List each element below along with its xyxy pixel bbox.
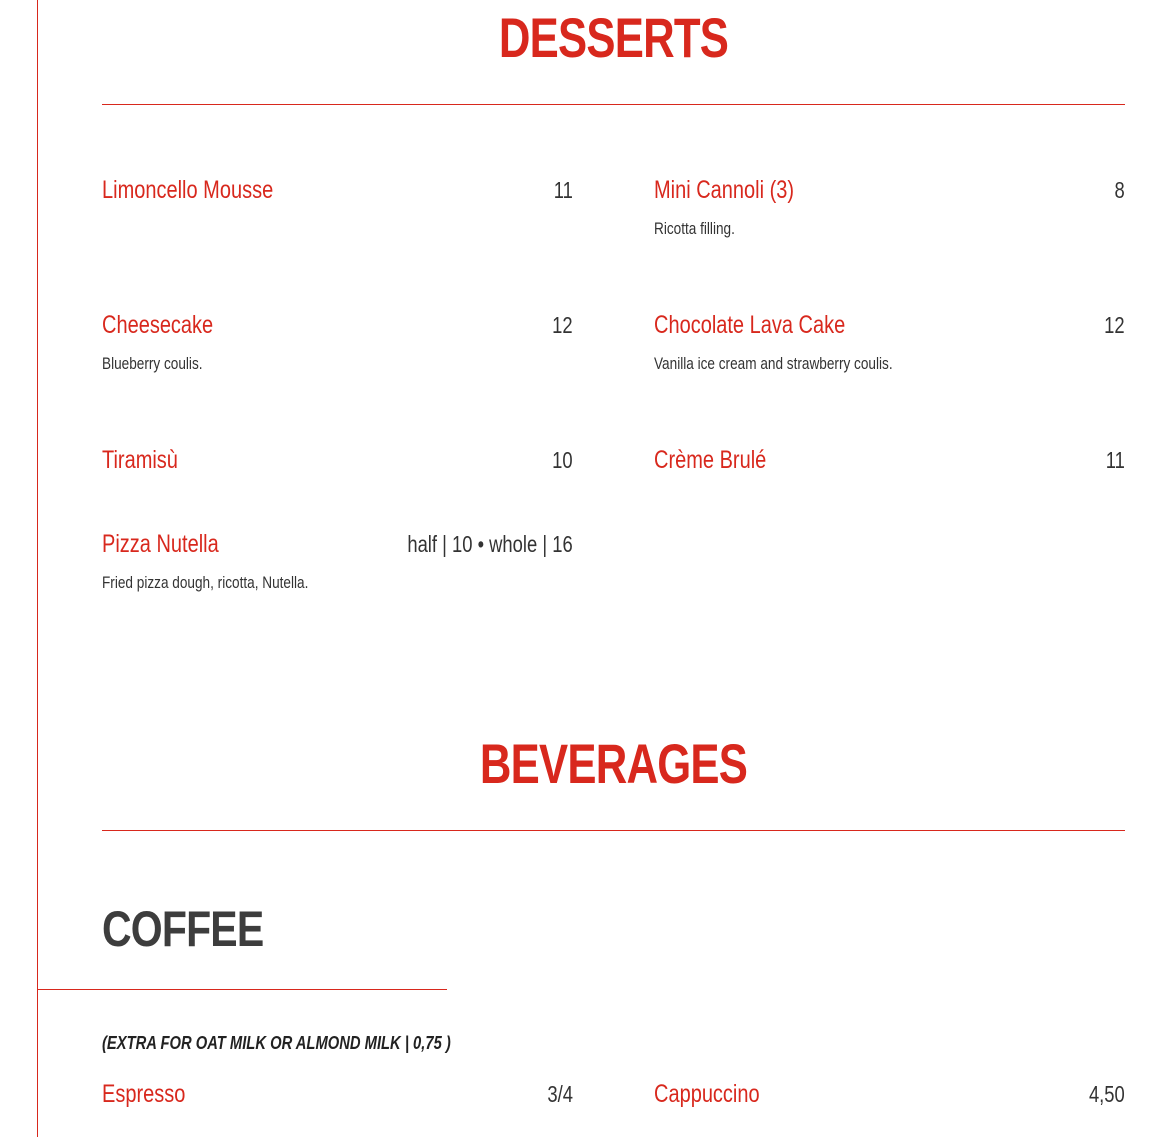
item-description: Vanilla ice cream and strawberry coulis. (654, 354, 893, 373)
item-price: 8 (1114, 177, 1125, 203)
menu-item-cheesecake (102, 309, 573, 373)
menu-item-espresso (102, 1078, 573, 1110)
item-description: Ricotta filling. (654, 219, 735, 238)
menu-item-chocolate-lava-cake (654, 309, 1125, 373)
coffee-divider (37, 989, 447, 990)
item-price: 3/4 (547, 1081, 573, 1107)
menu-item-creme-brule (654, 444, 1125, 476)
item-price: 11 (1105, 447, 1125, 473)
item-description: Blueberry coulis. (102, 354, 203, 373)
item-name: Limoncello Mousse (102, 176, 274, 204)
menu-item-mini-cannoli (654, 174, 1125, 238)
item-name: Chocolate Lava Cake (654, 311, 846, 339)
item-price: 12 (1104, 312, 1125, 338)
left-border-line (37, 0, 38, 1137)
item-name: Cheesecake (102, 311, 214, 339)
coffee-title: COFFEE (102, 901, 264, 957)
item-name: Pizza Nutella (102, 530, 219, 558)
item-price: 11 (553, 177, 573, 203)
item-name: Tiramisù (102, 446, 178, 474)
item-price: 4,50 (1089, 1081, 1125, 1107)
item-description: Fried pizza dough, ricotta, Nutella. (102, 573, 309, 592)
menu-item-tiramisu (102, 444, 573, 476)
menu-item-pizza-nutella (102, 528, 573, 592)
desserts-title: DESSERTS (498, 6, 729, 69)
beverages-divider (102, 830, 1125, 831)
item-name: Mini Cannoli (3) (654, 176, 795, 204)
menu-item-limoncello-mousse (102, 174, 573, 206)
item-price: half | 10 • whole | 16 (407, 531, 573, 557)
item-price: 12 (552, 312, 573, 338)
item-name: Crème Brulé (654, 446, 767, 474)
desserts-divider (102, 104, 1125, 105)
item-name: Cappuccino (654, 1080, 760, 1108)
item-price: 10 (552, 447, 573, 473)
coffee-note: (EXTRA FOR OAT MILK OR ALMOND MILK | 0,75 ) (102, 1033, 451, 1053)
item-name: Espresso (102, 1080, 186, 1108)
menu-item-cappuccino (654, 1078, 1125, 1110)
beverages-title: BEVERAGES (479, 732, 748, 795)
